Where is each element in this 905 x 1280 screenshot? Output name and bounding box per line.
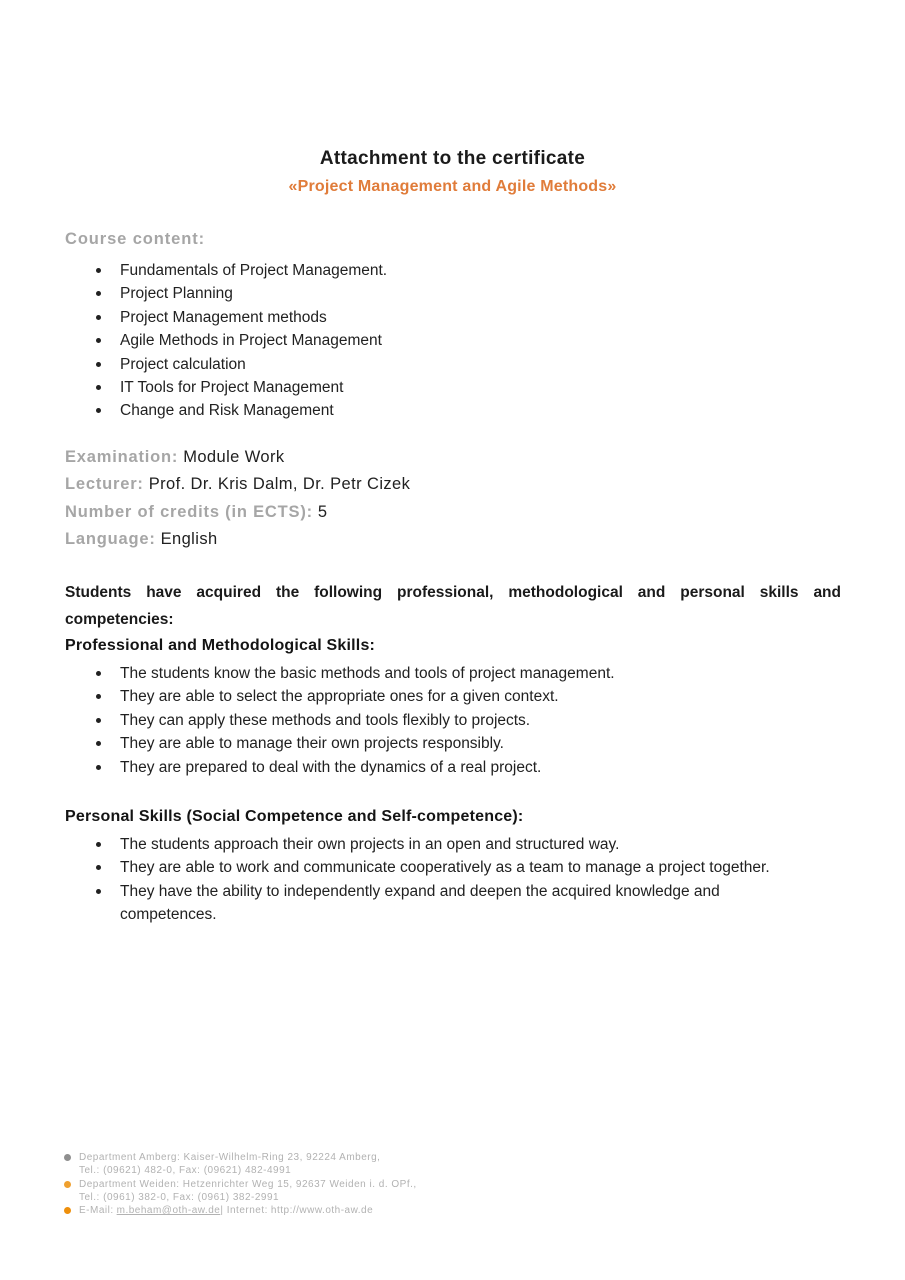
bullet-icon [96,889,101,894]
list-item [65,685,841,708]
footer-phone-line: Tel.: (09621) 482-0, Fax: (09621) 482-4991 [79,1165,292,1177]
internet-url: http://www.oth-aw.de [270,1205,374,1217]
footer-entry-weiden [64,1178,417,1205]
detail-label: Language: [65,529,156,548]
course-details-section [65,444,410,553]
detail-line-credits [65,499,410,526]
list-item [65,856,841,879]
footer-address-line: Department Weiden: Hetzenrichter Weg 15, 92637 Weiden i. d. OPf., [79,1178,417,1190]
course-content-section [65,230,841,423]
list-item [65,376,841,399]
professional-skills-heading: Professional and Methodological Skills: [65,637,376,654]
bullet-icon [96,362,101,367]
bullet-icon [96,338,101,343]
list-item [65,833,841,856]
list-item [65,662,841,685]
detail-value: Prof. Dr. Kris Dalm, Dr. Petr Cizek [148,475,411,494]
list-item [65,282,841,305]
footer-contact-line [79,1204,376,1217]
list-item [65,756,841,779]
course-content-list [65,259,841,423]
document-title: Attachment to the certificate [319,148,586,169]
list-item [65,732,841,755]
list-item [65,353,841,376]
list-item-text: They are prepared to deal with the dynamics of a real project. [120,758,542,776]
bullet-icon [96,718,101,723]
footer-entry-amberg [64,1151,417,1178]
list-item-text: They can apply these methods and tools flexibly to projects. [120,711,531,729]
list-item-text: They have the ability to independently expand and deepen the acquired knowledge and competences. [120,882,720,924]
footer-entry-text [79,1151,380,1178]
personal-skills-heading: Personal Skills (Social Competence and Self-competence): [65,808,524,826]
bullet-icon [96,268,101,273]
list-item [65,709,841,732]
list-item-text: Agile Methods in Project Management [120,332,382,350]
professional-skills-list [65,662,841,779]
list-item [65,259,841,282]
footer-entry-contact [64,1204,417,1217]
document-footer [64,1151,417,1217]
detail-line-examination [65,444,410,471]
footer-entry-text [79,1178,417,1205]
bullet-icon [96,741,101,746]
list-item [65,329,841,352]
bullet-icon [96,408,101,413]
email-link[interactable]: m.beham@oth-aw.de [116,1205,221,1217]
list-item-text: Fundamentals of Project Management. [120,262,388,279]
skills-section [65,579,841,927]
internet-label: | Internet: [220,1205,268,1217]
detail-value: Module Work [183,448,285,466]
bullet-icon [96,671,101,676]
detail-label: Number of credits (in ECTS): [65,502,313,521]
course-content-heading: Course content: [65,230,206,248]
list-item-text: Project Planning [120,285,233,303]
footer-bullet-icon [64,1154,71,1161]
bullet-icon [96,765,101,770]
list-item-text: Project Management methods [120,308,327,326]
detail-value: 5 [317,502,328,521]
email-label: E-Mail: [79,1205,114,1217]
footer-bullet-icon [64,1181,71,1188]
list-item [65,306,841,329]
personal-skills-list [65,833,841,927]
detail-label: Lecturer: [65,475,144,494]
list-item-text: The students approach their own projects in an open and structured way. [120,836,620,854]
bullet-icon [96,842,101,847]
document-subtitle: «Project Management and Agile Methods» [288,178,617,195]
list-item [65,880,841,927]
bullet-icon [96,385,101,390]
bullet-icon [96,865,101,870]
list-item [65,399,841,422]
list-item-text: They are able to work and communicate cooperatively as a team to manage a project together. [120,859,770,877]
title-block [0,148,905,196]
list-item-text: Change and Risk Management [120,402,334,420]
list-item-text: They are able to select the appropriate ones for a given context. [120,688,559,706]
skills-intro-paragraph: Students have acquired the following professional, methodological and personal skills and competencies: [65,584,841,628]
list-item-text: The students know the basic methods and tools of project management. [120,665,615,682]
bullet-icon [96,291,101,296]
detail-value: English [160,529,218,548]
footer-address-line: Department Amberg: Kaiser-Wilhelm-Ring 23, 92224 Amberg, [79,1152,381,1163]
bullet-icon [96,315,101,320]
list-item-text: They are able to manage their own projects responsibly. [120,735,504,753]
footer-bullet-icon [64,1207,71,1214]
list-item-text: IT Tools for Project Management [120,379,344,397]
detail-line-language [65,526,410,553]
footer-phone-line: Tel.: (0961) 382-0, Fax: (0961) 382-2991 [79,1191,280,1203]
list-item-text: Project calculation [120,355,246,373]
detail-line-lecturer [65,471,410,498]
detail-label: Examination: [65,448,179,466]
bullet-icon [96,694,101,699]
